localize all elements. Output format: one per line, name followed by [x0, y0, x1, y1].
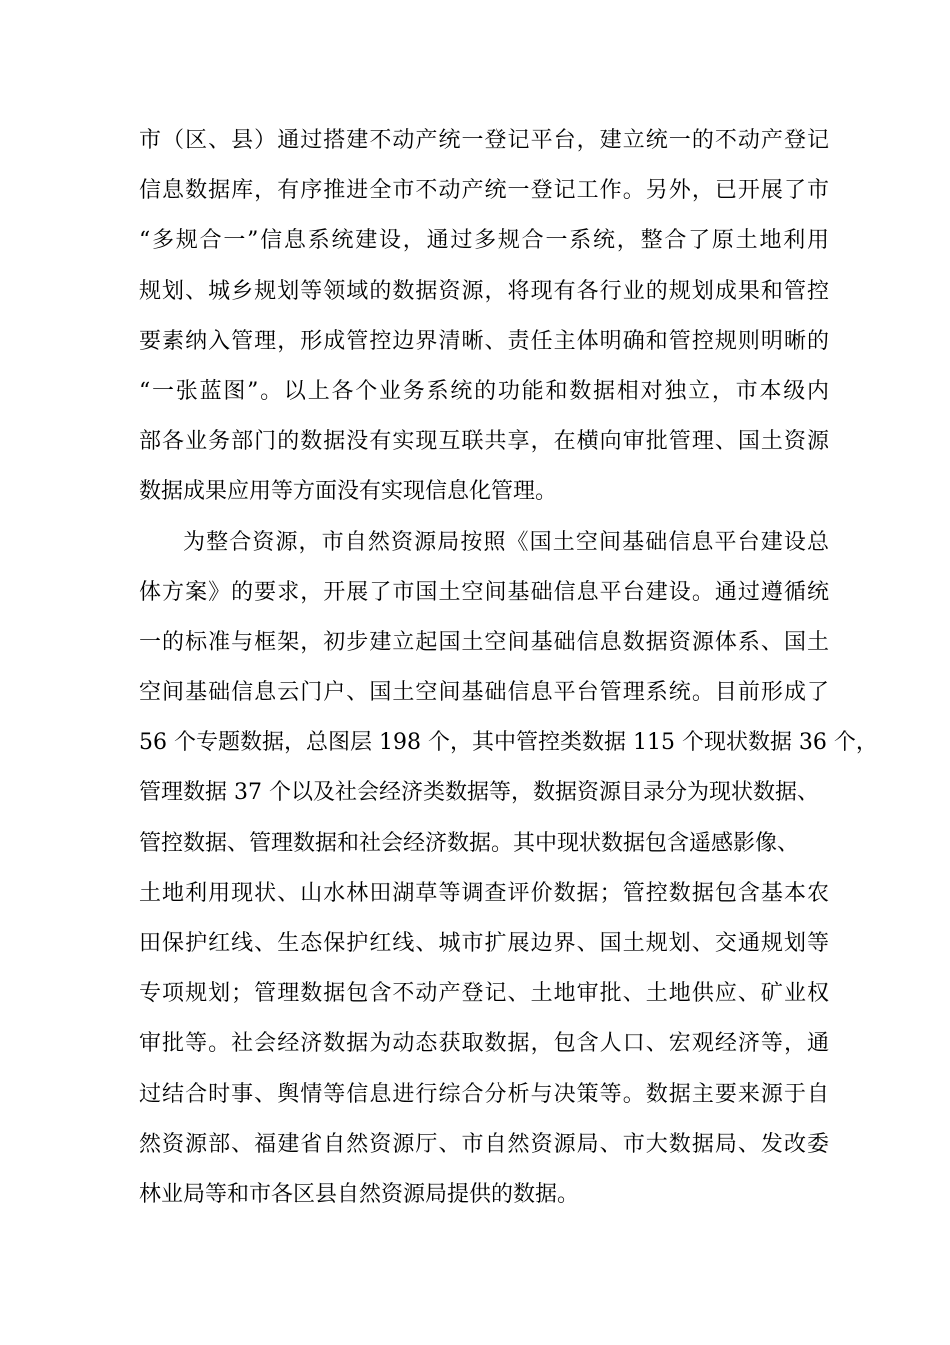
text-line: 要素纳入管理，形成管控边界清晰、责任主体明确和管控规则明晰的 — [139, 328, 829, 354]
text-line: 田保护红线、生态保护红线、城市扩展边界、国土规划、交通规划等 — [139, 931, 829, 956]
text-line: 专项规划；管理数据包含不动产登记、土地审批、土地供应、矿业权 — [139, 981, 829, 1007]
text-line: 信息数据库，有序推进全市不动产统一登记工作。另外，已开展了市 — [139, 178, 829, 204]
text-line: “多规合一”信息系统建设，通过多规合一系统，整合了原土地利用 — [139, 228, 829, 254]
text-line: 然资源部、福建省自然资源厅、市自然资源局、市大数据局、发改委 — [139, 1131, 829, 1157]
text-line: 过结合时事、舆情等信息进行综合分析与决策等。数据主要来源于自 — [139, 1081, 829, 1107]
text-line: 体方案》的要求，开展了市国土空间基础信息平台建设。通过遵循统 — [139, 579, 829, 605]
text-line: 部各业务部门的数据没有实现互联共享，在横向审批管理、国土资源 — [139, 429, 829, 455]
text-line: 审批等。社会经济数据为动态获取数据，包含人口、宏观经济等，通 — [139, 1031, 829, 1057]
text-line: 数据成果应用等方面没有实现信息化管理。 — [139, 479, 558, 505]
text-line: 空间基础信息云门户、国土空间基础信息平台管理系统。目前形成了 — [139, 680, 829, 706]
text-line: 一的标准与框架，初步建立起国土空间基础信息数据资源体系、国土 — [139, 629, 829, 655]
paragraph-1 — [139, 116, 829, 518]
text-line: “一张蓝图”。以上各个业务系统的功能和数据相对独立，市本级内 — [139, 378, 829, 404]
text-line: 管控数据、管理数据和社会经济数据。其中现状数据包含遥感影像、 — [139, 830, 800, 856]
text-line: 市（区、县）通过搭建不动产统一登记平台，建立统一的不动产登记 — [139, 128, 829, 153]
text-line: 林业局等和市各区县自然资源局提供的数据。 — [139, 1181, 580, 1207]
text-line: 土地利用现状、山水林田湖草等调查评价数据；管控数据包含基本农 — [139, 880, 829, 906]
paragraph-2 — [139, 518, 878, 1221]
text-line: 规划、城乡规划等领域的数据资源，将现有各行业的规划成果和管控 — [139, 278, 829, 304]
document-body — [139, 116, 878, 1220]
text-line: 为整合资源，市自然资源局按照《国土空间基础信息平台建设总 — [183, 529, 829, 555]
text-line: 管理数据 37 个以及社会经济类数据等，数据资源目录分为现状数据、 — [139, 780, 819, 806]
text-line: 56 个专题数据，总图层 198 个，其中管控类数据 115 个现状数据 36 个， — [139, 730, 878, 756]
